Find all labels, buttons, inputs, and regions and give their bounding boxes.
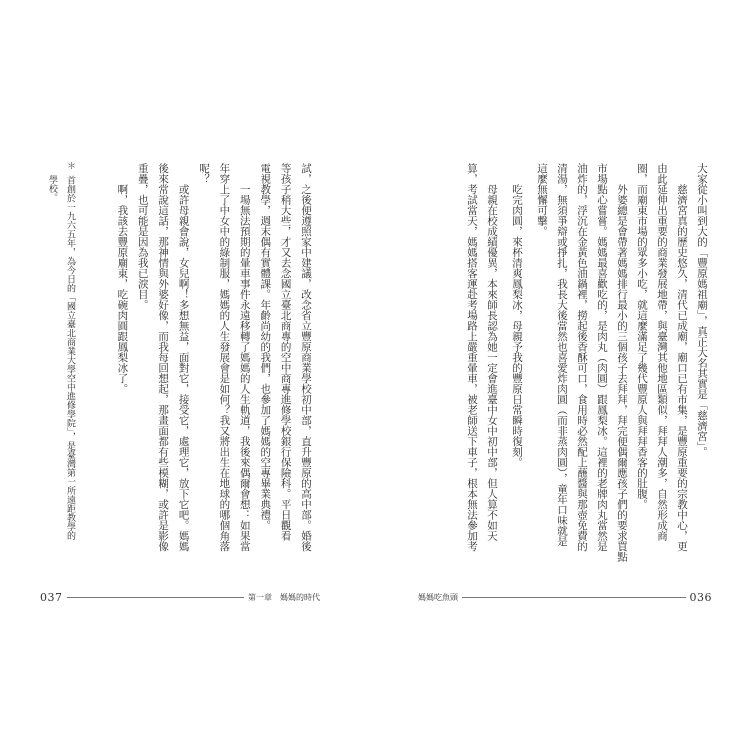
right-page-footer (418, 590, 712, 604)
text-line: 一場無法預期的暈車事件永遠移轉了媽媽的人生軌道，我後來偶爾會想：如果當 (238, 184, 251, 552)
text-line: 這麼無懈可擊。 (536, 163, 548, 237)
text-line: 電視教學，週末偶有實體課。年齡尚幼的我們，也參加了媽媽的空專畢業典禮。 (259, 163, 272, 531)
text-line: 等孩子稍大些，才又去念國立臺北商專的空中商專進修學校銀行保險科。平日觀看 (279, 163, 292, 541)
text-line: 油炸的，浮沉在金黃色油鍋裡，撈起後香酥可口，食用時必然配上蘸醬與那壺免費的 (576, 163, 588, 552)
text-line: 算，考試當天，媽媽搭客運赴考場路上嚴重暈車，被老師送下車子，根本無法參加考 (466, 163, 478, 552)
left-page-body (112, 163, 316, 563)
text-line: 或許母親會說，女兒啊！多想無益，面對它，接受它，處理它，放下它吧。媽媽 (177, 184, 190, 552)
text-line: 呢？ (197, 163, 210, 184)
footnote-text: 首創於一九六五年，為今日的「國立臺北商業大學空中進修學院」，是臺灣第一所遠距教學的 (65, 175, 75, 540)
footnote-line: 學校。 (47, 175, 57, 203)
footnote-marker: ＊ (65, 161, 75, 170)
text-line: 市場點心嘗嘗。媽媽最喜歡吃的，是肉丸（肉圓）跟鳳梨冰。這裡的老牌肉丸當然是 (596, 163, 608, 552)
text-line: 圈，而廟東市場的眾多小吃，就這麼滿足了幾代豐原人與拜拜香客的肚腹。 (636, 163, 648, 510)
text-line: 慈濟宮真的歷史悠久，清代已成廟，廟口已有市集，是豐原重要的宗教中心，更 (676, 184, 688, 552)
right-page (375, 0, 750, 750)
text-line: 吃完肉圓，來杯清爽鳳梨冰，母親予我的豐原日常瞬時復刻。 (511, 184, 523, 468)
book-title: 媽媽吃魚頭 (418, 592, 458, 602)
chapter-title: 第一章 媽媽的時代 (248, 592, 320, 602)
text-line: 母親在校成績優異，本來師長認為她一定會進臺中女中初中部，但人算不如天 (486, 184, 498, 541)
text-line: 外婆總是會帶著媽媽排行最小的三個孩子去拜拜，拜完便偶爾應孩子們的要求買點 (616, 184, 628, 562)
footer-rule (67, 597, 245, 598)
footnote (43, 161, 79, 561)
page-number: 037 (40, 590, 63, 604)
text-line: 啊，我該去豐原廟東，吃碗肉圓跟鳳梨冰了。 (116, 184, 129, 394)
text-line: 後來常說這話，那神情與外婆好像，而我每回想起，那畫面都有些模糊，或許是影像 (157, 163, 170, 552)
footer-rule (462, 597, 686, 598)
footnote-line (61, 161, 79, 561)
text-line: 重疊，也可能是因為我已淚目。 (136, 163, 149, 310)
right-page-body (462, 163, 712, 563)
left-page-footer (40, 590, 320, 604)
text-line: 清湯，無須爭辯或掙扎，我長大後當然也喜愛炸肉圓（而非蒸肉圓），童年口味就是 (556, 163, 568, 547)
text-line: 由此延伸出重要的商業發展地帶，與臺灣其他地區類似，拜拜人潮多，自然形成商 (656, 163, 668, 541)
text-line: 試，之後便遵照家中建議，改念省立豐原商業學校初中部，直升豐原的高中部。婚後 (300, 163, 312, 552)
page-number: 036 (689, 590, 712, 604)
text-line: 大家從小叫到大的「豐原媽祖廟」，真正大名其實是「慈濟宮」。 (696, 163, 708, 457)
text-line: 年穿上了中女中的綠制服，媽媽的人生發展會是如何？我又將出生在地球的哪個角落 (218, 163, 231, 552)
